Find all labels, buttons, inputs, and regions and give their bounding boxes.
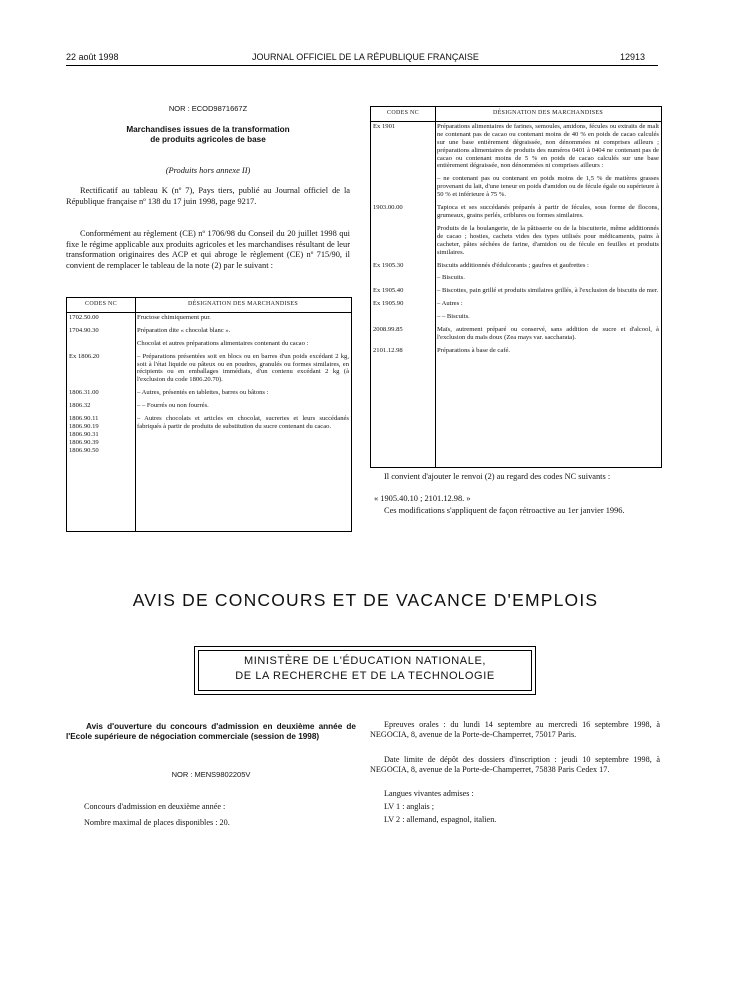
table-right-row (371, 312, 661, 325)
after-table-p2: « 1905.40.10 ; 2101.12.98. » (374, 494, 471, 503)
article1-para2: Conformément au règlement (CE) nº 1706/98 du Conseil du 20 juillet 1998 qui fixe le régime applicable aux produits agricoles et les marchandises résultant de leur transformation originaires des ACP et qui abroge le règlement (CE) nº 715/90, il convient de remplacer le tableau de la note (2) par le suivant : (66, 229, 350, 270)
table-left-designation: Chocolat et autres préparations alimentaires contenant du cacao : (137, 339, 309, 347)
table-right-row (371, 174, 661, 203)
table-right-designation: – ne contenant pas ou contenant en poids moins de 1,5 % de matières grasses provenant du lait, d'une teneur en poids d'amidon ou de fécule égale ou supérieure à 50 % et inférieure à 75 %. (437, 175, 659, 199)
section-title: AVIS DE CONCOURS ET DE VACANCE D'EMPLOIS (132, 590, 599, 610)
table-right-designation: – – Biscuits. (437, 313, 470, 321)
table-right-designation: Préparations alimentaires de farines, semoules, amidons, fécules ou extraits de malt ne contenant pas de cacao ou contenant moins de 40 % en poids de cacao calculés sur une base entièrement dégraissée, non dénommées ni comprises ailleurs ; préparations alimentaires de produits des numéros 0401 à 0404 ne contenant pas de cacao ou contenant moins de 5 % en poids de cacao calculés sur une base entièrement dégraissée, non dénommées ni comprises ailleurs : (437, 122, 659, 170)
article2-line1: Concours d'admission en deuxième année : (84, 802, 226, 811)
table-left-designation: Préparation dite « chocolat blanc ». (137, 326, 231, 334)
table-right-row (371, 121, 661, 174)
article2-nor: NOR : MENS9802205V (171, 770, 251, 779)
article1-para1: Rectificatif au tableau K (nº 7), Pays tiers, publié au Journal officiel de la République française nº 138 du 17 juin 1998, page 9217. (66, 186, 350, 206)
table-right-code: 2101.12.98 (373, 346, 403, 354)
table-left-row (67, 312, 351, 325)
table-left-designation: Fructose chimiquement pur. (137, 313, 211, 321)
article1-nor: NOR : ECOD9871667Z (168, 104, 248, 113)
table-right-designation: – Autres : (437, 300, 463, 308)
header-date: 22 août 1998 (66, 52, 119, 62)
table-left-row (67, 339, 351, 352)
table-right-designation: Biscuits additionnés d'édulcorants ; gaufres et gaufrettes : (437, 261, 589, 269)
table-left-designation: – Autres, présentés en tablettes, barres ou bâtons : (137, 389, 269, 397)
table-right-row (371, 261, 661, 274)
ministry-line1: MINISTÈRE DE L'ÉDUCATION NATIONALE, (243, 655, 487, 667)
table-right-designation: Produits de la boulangerie, de la pâtisserie ou de la biscuiterie, même additionnés de cacao ; hosties, cachets vides des types utilisés pour médicaments, pains à cacheter, pâtes séchées de farine, d'amidon ou de fécule en feuilles et produits similaires. (437, 224, 659, 256)
article2-r4: LV 1 : anglais ; (384, 802, 435, 811)
table-left-row (67, 414, 351, 456)
article2-r3: Langues vivantes admises : (384, 789, 474, 798)
table-left (66, 297, 352, 532)
table-right-designation: – Biscottes, pain grillé et produits similaires grillés, à l'exclusion de biscuits de mer. (437, 287, 659, 295)
table-right-row (371, 299, 661, 312)
table-left-row (67, 326, 351, 339)
article2-r5: LV 2 : allemand, espagnol, italien. (384, 815, 497, 824)
table-right-designation: Tapioca et ses succédanés préparés à partir de fécules, sous forme de flocons, grumeaux, grains perlés, criblures ou formes similaires. (437, 204, 659, 219)
table-right-header-codes: CODES NC (371, 107, 435, 121)
table-left-code: 1704.90.30 (69, 326, 99, 334)
table-left-code: 1806.90.11 1806.90.19 1806.90.31 1806.90.39 1806.90.50 (69, 415, 99, 454)
article1-title-line2: de produits agricoles de base (150, 135, 266, 144)
table-right-code: Ex 1905.90 (373, 300, 404, 308)
table-right-row (371, 325, 661, 346)
header-journal-title: JOURNAL OFFICIEL DE LA RÉPUBLIQUE FRANÇAISE (252, 52, 479, 62)
table-left-code (67, 339, 135, 352)
table-right-code: 1903.00.00 (373, 204, 403, 212)
table-right-code (371, 273, 435, 286)
article2-r2: Date limite de dépôt des dossiers d'inscription : jeudi 10 septembre 1998, à NEGOCIA, 8, avenue de la Porte-de-Champerret, 75838 Paris Cedex 17. (370, 755, 660, 775)
ministry-line2: DE LA RECHERCHE ET DE LA TECHNOLOGIE (235, 670, 495, 682)
table-right-header-designation: DÉSIGNATION DES MARCHANDISES (435, 107, 661, 121)
table-left-code: 1702.50.00 (69, 313, 99, 321)
table-right-row (371, 273, 661, 286)
table-left-row (67, 401, 351, 414)
table-left-designation: – Autres chocolats et articles en chocolat, sucreries et leurs succédanés fabriqués à partir de produits de substitution du sucre contenant du cacao. (137, 415, 349, 430)
table-right-row (371, 224, 661, 261)
table-left-designation: – Préparations présentées soit en blocs ou en barres d'un poids excédant 2 kg, soit à l'état liquide ou pâteux ou en poudres, granulés ou formes similaires, en récipients ou en emballages immédiats, d'un contenu excédant 2 kg (à l'exclusion du code 1806.20.70). (137, 352, 349, 384)
table-right-designation: Préparations à base de café. (437, 346, 511, 354)
after-table-p3: Ces modifications s'appliquent de façon rétroactive au 1er janvier 1996. (384, 506, 625, 515)
table-right-code: 2008.99.85 (373, 326, 403, 334)
article1-title-line1: Marchandises issues de la transformation (126, 125, 290, 134)
table-right-code (371, 224, 435, 261)
table-left-code: 1806.31.00 (69, 389, 99, 397)
table-right (370, 106, 662, 468)
table-right-designation: Maïs, autrement préparé ou conservé, sans addition de sucre et d'alcool, à l'exclusion du maïs doux (Zea mays var. saccharata). (437, 326, 659, 341)
table-right-row (371, 203, 661, 224)
ministry-box (194, 646, 536, 695)
article2-title: Avis d'ouverture du concours d'admission en deuxième année de l'Ecole supérieure de négociation commerciale (session de 1998) (66, 722, 356, 741)
table-left-designation: – – Fourrés ou non fourrés. (137, 402, 209, 410)
header-rule (66, 65, 658, 66)
table-right-code: Ex 1901 (373, 122, 396, 130)
table-right-code (371, 312, 435, 325)
table-right-row (371, 286, 661, 299)
table-right-code: Ex 1905.40 (373, 287, 404, 295)
article2-line2: Nombre maximal de places disponibles : 20. (84, 818, 230, 827)
after-table-p1: Il convient d'ajouter le renvoi (2) au regard des codes NC suivants : (384, 472, 611, 481)
table-left-code: Ex 1806.20 (69, 352, 100, 360)
article1-subtitle: (Produits hors annexe II) (165, 166, 251, 175)
table-left-row (67, 388, 351, 401)
table-left-header-codes: CODES NC (67, 298, 135, 312)
table-right-row (371, 346, 661, 359)
article2-r1: Epreuves orales : du lundi 14 septembre au mercredi 16 septembre 1998, à NEGOCIA, 8, avenue de la Porte-de-Champerret, 75017 Paris. (370, 720, 660, 740)
table-right-designation: – Biscuits. (437, 274, 465, 282)
table-right-code: Ex 1905.30 (373, 261, 404, 269)
article1-title (66, 125, 350, 145)
header-page-number: 12913 (620, 52, 646, 62)
table-left-header-designation: DÉSIGNATION DES MARCHANDISES (135, 298, 351, 312)
table-right-code (371, 174, 435, 203)
table-left-row (67, 352, 351, 389)
table-left-code: 1806.32 (69, 402, 91, 410)
